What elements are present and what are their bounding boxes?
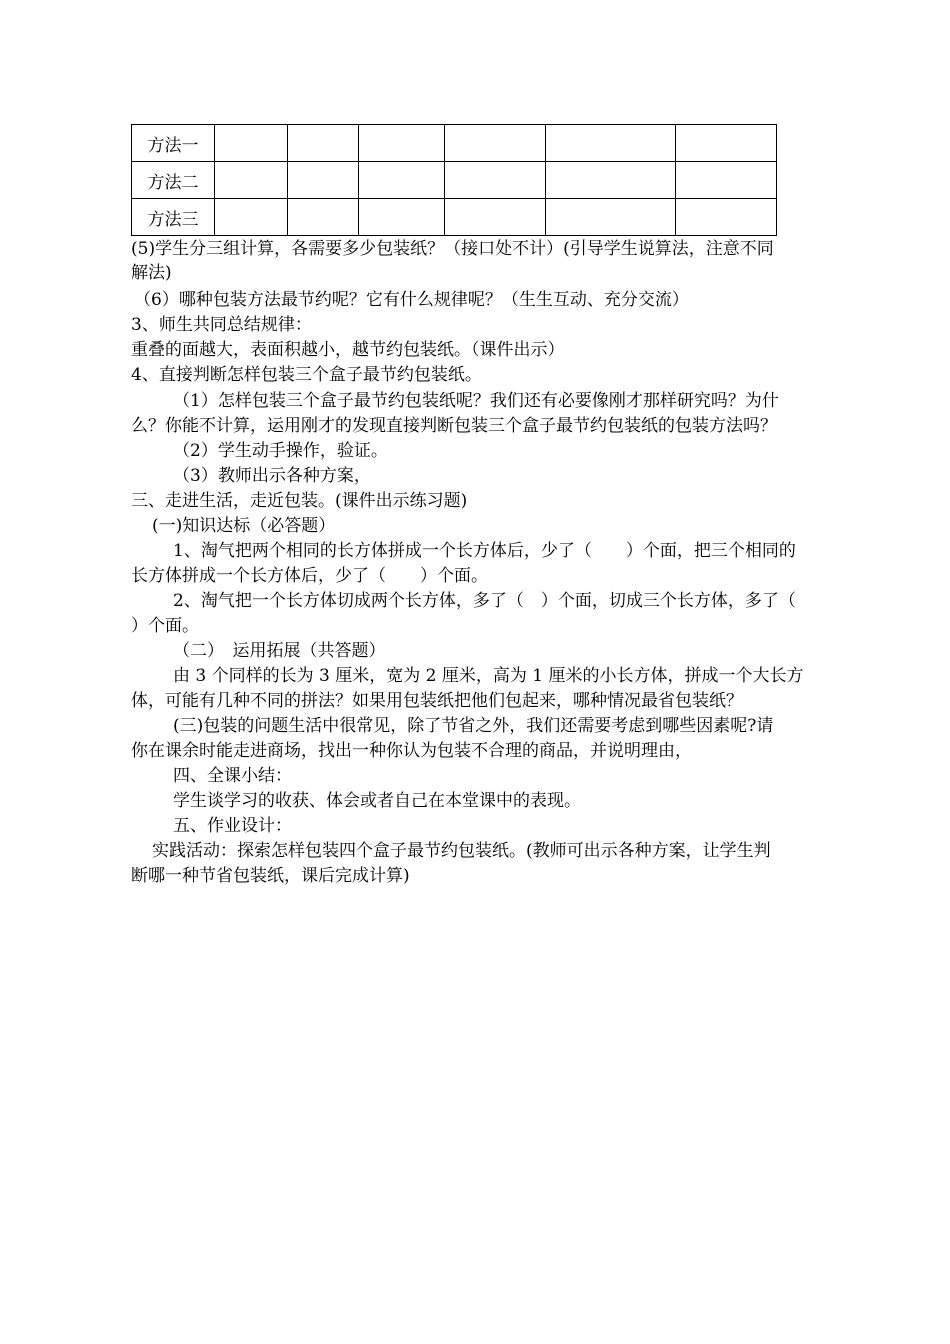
paragraph-line: 体，可能有几种不同的拼法？如果用包装纸把他们包起来，哪种情况最省包装纸？ [131, 691, 743, 711]
paragraph-line: 4、直接判断怎样包装三个盒子最节约包装纸。 [131, 365, 482, 385]
paragraph-line: 断哪一种节省包装纸，课后完成计算) [131, 866, 410, 886]
paragraph-line: 长方体拼成一个长方体后，少了（ ）个面。 [131, 566, 488, 586]
table-cell [546, 162, 676, 199]
method-label: 方法一 [132, 125, 215, 162]
table-cell [288, 199, 359, 236]
table-cell [288, 162, 359, 199]
table-cell [359, 162, 445, 199]
paragraph-line: （1）怎样包装三个盒子最节约包装纸呢？我们还有必要像刚才那样研究吗？为什 [173, 391, 779, 411]
paragraph-line: 1、淘气把两个相同的长方体拼成一个长方体后，少了（ ）个面，把三个相同的 [173, 541, 796, 561]
paragraph-line: （2）学生动手操作，验证。 [173, 441, 388, 461]
paragraph-line: 解法) [131, 263, 172, 283]
paragraph-line: （3）教师出示各种方案， [173, 466, 371, 486]
paragraph-line: ）个面。 [131, 616, 199, 636]
paragraph-line: 2、淘气把一个长方体切成两个长方体，多了（ ）个面，切成三个长方体，多了（ [173, 591, 796, 611]
table-row [132, 125, 777, 162]
table-cell [546, 125, 676, 162]
paragraph-line: 重叠的面越大，表面积越小，越节约包装纸。（课件出示） [131, 340, 565, 360]
table-cell [359, 125, 445, 162]
table-cell [445, 162, 546, 199]
paragraph-line: (5)学生分三组计算，各需要多少包装纸？（接口处不计）(引导学生说算法，注意不同 [131, 239, 774, 259]
subsection-heading: (一)知识达标（必答题） [152, 516, 336, 536]
methods-table [131, 124, 777, 236]
section-heading: 四、全课小结： [173, 766, 292, 786]
table-cell [215, 199, 288, 236]
table-cell [676, 125, 777, 162]
subsection-heading: （二） 运用拓展（共答题） [173, 641, 386, 661]
paragraph-line: 实践活动：探索怎样包装四个盒子最节约包装纸。(教师可出示各种方案，让学生判 [152, 841, 771, 861]
paragraph-line: 由 3 个同样的长为 3 厘米，宽为 2 厘米，高为 1 厘米的小长方体，拼成一个大长方 [173, 666, 804, 686]
table-cell [445, 125, 546, 162]
table-cell [676, 162, 777, 199]
table-cell [288, 125, 359, 162]
table-cell [445, 199, 546, 236]
table-cell [215, 162, 288, 199]
table-cell [676, 199, 777, 236]
paragraph-line: 你在课余时能走进商场，找出一种你认为包装不合理的商品，并说明理由， [131, 741, 692, 761]
section-heading: 三、走进生活，走近包装。(课件出示练习题) [131, 491, 468, 511]
method-label: 方法三 [132, 199, 215, 236]
table-cell [359, 199, 445, 236]
table-cell [215, 125, 288, 162]
method-label: 方法二 [132, 162, 215, 199]
paragraph-line: 3、师生共同总结规律： [131, 315, 312, 335]
table-cell [546, 199, 676, 236]
paragraph-line: (三)包装的问题生活中很常见，除了节省之外，我们还需要考虑到哪些因素呢?请 [173, 716, 774, 736]
paragraph-line: 么？你能不计算，运用刚才的发现直接判断包装三个盒子最节约包装纸的包装方法吗？ [131, 416, 777, 436]
table-row [132, 199, 777, 236]
paragraph-line: （6）哪种包装方法最节约呢？它有什么规律呢？（生生互动、充分交流） [134, 290, 689, 310]
section-heading: 五、作业设计： [173, 816, 292, 836]
paragraph-line: 学生谈学习的收获、体会或者自己在本堂课中的表现。 [173, 791, 581, 811]
table-row [132, 162, 777, 199]
